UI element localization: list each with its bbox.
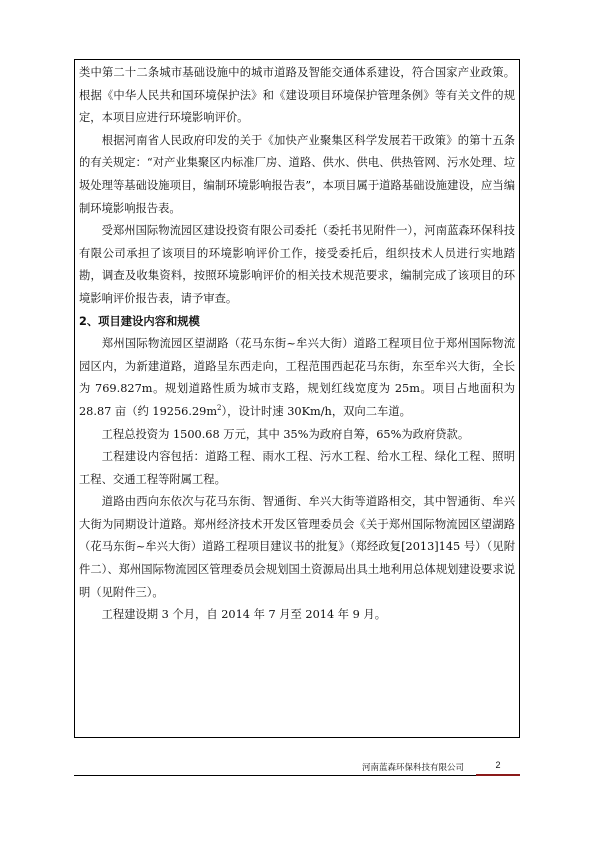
page-number: 2 bbox=[476, 757, 520, 776]
page-footer bbox=[74, 756, 520, 776]
paragraph-commission: 受郑州国际物流园区建设投资有限公司委托（委托书见附件一），河南蓝森环保科技有限公司承担了该项目的环境影响评价工作，接受委托后，组织技术人员进行实地踏勘，调查及收集资料，按照环境影响评价的相关技术规范要求，编制完成了该项目的环境影响评价报告表，请予审查。 bbox=[79, 224, 515, 305]
paragraph-schedule: 工程建设期 3 个月，自 2014 年 7 月至 2014 年 9 月。 bbox=[101, 608, 387, 622]
section-heading: 2、项目建设内容和规模 bbox=[79, 314, 200, 328]
paragraph-construction-content: 工程建设内容包括：道路工程、雨水工程、污水工程、给水工程、绿化工程、照明工程、交通工程等附属工程。 bbox=[79, 450, 515, 486]
paragraph-project-location: 郑州国际物流园区望湖路（花马东街~牟兴大街）道路工程项目位于郑州国际物流园区内，为新建道路，道路呈东西走向，工程范围西起花马东街，东至牟兴大街，全长为 769.827m。规划道路性质为城市支路，规划红线宽度为 25m。项目占地面积为 28.87 亩（约 $19256.29m^2$），设计时速 30Km/h，双向二车道。 bbox=[79, 337, 515, 418]
paragraph-henan-policy: 根据河南省人民政府印发的关于《加快产业聚集区科学发展若干政策》的第十五条的有关规定：“对产业集聚区内标准厂房、道路、供水、供电、供热管网、污水处理、垃圾处理等基础设施项目，编制环境影响报告表”，本项目属于道路基础设施建设，应当编制环境影响报告表。 bbox=[79, 133, 515, 215]
paragraph-intersections: 道路由西向东依次与花马东街、智通街、牟兴大街等道路相交，其中智通街、牟兴大街为同期设计道路。郑州经济技术开发区管理委员会《关于郑州国际物流园区望湖路（花马东街~牟兴大街）道路工程项目建议书的批复》（郑经政复[2013]145 号）（见附件二）、郑州国际物流园区管理委员会规划国土资源局出具土地利用总体规划建设要求说明（见附件三）。 bbox=[79, 495, 515, 599]
superscript-2: 2 bbox=[217, 404, 222, 413]
footer-rule bbox=[74, 775, 520, 776]
document-body bbox=[79, 62, 515, 627]
footer-company: 河南蓝森环保科技有限公司 bbox=[361, 763, 464, 773]
paragraph-continuation: 类中第二十二条城市基础设施中的城市道路及智能交通体系建设，符合国家产业政策。根据《中华人民共和国环境保护法》和《建设项目环境保护管理条例》等有关文件的规定，本项目应进行环境影响评价。 bbox=[79, 66, 515, 125]
content-frame bbox=[74, 59, 520, 738]
paragraph-investment: 工程总投资为 1500.68 万元，其中 35%为政府自筹，65%为政府贷款。 bbox=[101, 427, 470, 441]
